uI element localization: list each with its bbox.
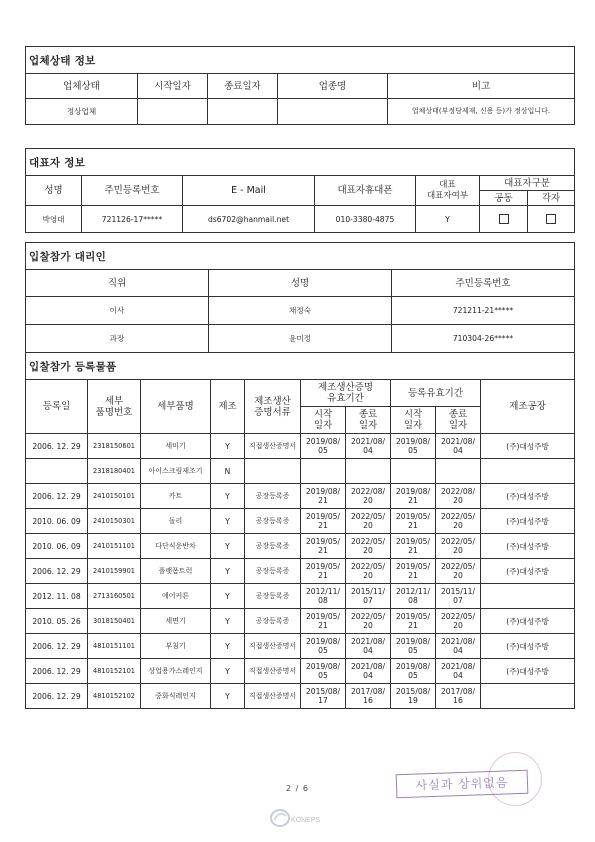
status-value: 정상업체: [26, 99, 138, 125]
header-cert-start: 시작 일자: [301, 407, 346, 434]
mfg-flag: N: [211, 459, 245, 484]
reg-end: 2021/08/04: [436, 634, 481, 659]
header-rep-id: 주민등록번호: [82, 176, 183, 206]
cert-end: 2022/05/20: [346, 509, 391, 534]
cert-end: 2021/08/04: [346, 659, 391, 684]
cert-start: 2019/05/21: [301, 559, 346, 584]
factory: (주)대성주방: [481, 534, 575, 559]
table-row: [26, 434, 575, 459]
item-code: 4810152102: [88, 684, 141, 709]
rep-email-value: ds6702@hanmail.net: [183, 206, 315, 233]
item-name: 아이스크림제조기: [141, 459, 211, 484]
item-code: 2410151101: [88, 534, 141, 559]
header-factory: 제조공장: [481, 380, 575, 434]
cert-start: 2019/05/21: [301, 609, 346, 634]
mfg-flag: Y: [211, 584, 245, 609]
item-name: 에어커튼: [141, 584, 211, 609]
factory: (주)대성주방: [481, 509, 575, 534]
reg-start: [391, 459, 436, 484]
factory: (주)대성주방: [481, 559, 575, 584]
proof-doc: 공장등록증: [245, 509, 301, 534]
item-name: 상업용가스레인지: [141, 659, 211, 684]
header-mfg: 제조: [211, 380, 245, 434]
header-doc: 제조생산 증명서류: [245, 380, 301, 434]
registered-items-table: [25, 352, 575, 709]
factory: (주)대성주방: [481, 659, 575, 684]
koneps-logo-icon: [268, 806, 328, 830]
cert-end: [346, 459, 391, 484]
reg-end: 2022/05/20: [436, 509, 481, 534]
reg-date: 2010. 05. 26: [26, 609, 88, 634]
reg-date: [26, 459, 88, 484]
cert-end: 2022/05/20: [346, 534, 391, 559]
header-start-date: 시작일자: [138, 74, 208, 99]
table-row: [26, 584, 575, 609]
each-checkbox-cell[interactable]: [528, 206, 575, 233]
items-body: [26, 434, 575, 709]
table-row: [26, 325, 575, 353]
factory: [481, 459, 575, 484]
reg-date: 2006. 12. 29: [26, 484, 88, 509]
cert-end: 2017/08/16: [346, 684, 391, 709]
reg-start: 2019/05/21: [391, 609, 436, 634]
mfg-flag: Y: [211, 534, 245, 559]
reg-date: 2010. 06. 09: [26, 534, 88, 559]
company-status-table: [25, 46, 575, 125]
proof-doc: 공장등록증: [245, 559, 301, 584]
item-code: 2713160501: [88, 584, 141, 609]
mfg-flag: Y: [211, 609, 245, 634]
mfg-flag: Y: [211, 434, 245, 459]
mfg-flag: Y: [211, 509, 245, 534]
koneps-logo-text: KONEPS: [291, 817, 321, 824]
header-agent-id: 주민등록번호: [392, 270, 575, 297]
reg-end: 2022/05/20: [436, 559, 481, 584]
proof-doc: 공장등록증: [245, 534, 301, 559]
header-cert-end: 종료 일자: [346, 407, 391, 434]
verification-stamp: 사실과 상위없음: [396, 770, 529, 799]
header-cert-period: 제조생산증명 유효기간: [301, 380, 391, 407]
rep-phone-value: 010-3380-4875: [315, 206, 416, 233]
reg-date: 2006. 12. 29: [26, 434, 88, 459]
header-reg-period: 등록유효기간: [391, 380, 481, 407]
table-row: [26, 509, 575, 534]
item-code: 2410150101: [88, 484, 141, 509]
factory: (주)대성주방: [481, 609, 575, 634]
reg-start: 2019/08/05: [391, 434, 436, 459]
header-remarks: 비고: [388, 74, 575, 99]
agent-table: [25, 242, 575, 353]
agent-id: 721211-21*****: [392, 297, 575, 325]
rep-id-value: 721126-17*****: [82, 206, 183, 233]
cert-end: 2021/08/04: [346, 434, 391, 459]
reg-end: 2021/08/04: [436, 434, 481, 459]
item-code: 4810152101: [88, 659, 141, 684]
mfg-flag: Y: [211, 559, 245, 584]
header-status: 업체상태: [26, 74, 138, 99]
header-reg-date: 등록일: [26, 380, 88, 434]
header-is-rep: 대표 대표자여부: [416, 176, 480, 206]
header-agent-position: 직위: [26, 270, 209, 297]
agent-position: 과장: [26, 325, 209, 353]
proof-doc: 공장등록증: [245, 609, 301, 634]
table-row: [26, 484, 575, 509]
rep-is-rep-value: Y: [416, 206, 480, 233]
reg-end: [436, 459, 481, 484]
table-row: [26, 634, 575, 659]
cert-start: 2019/05/21: [301, 509, 346, 534]
item-name: 중화식레인지: [141, 684, 211, 709]
reg-start: 2019/08/05: [391, 659, 436, 684]
mfg-flag: Y: [211, 684, 245, 709]
factory: (주)대성주방: [481, 634, 575, 659]
reg-end: 2015/11/07: [436, 584, 481, 609]
each-checkbox[interactable]: [546, 214, 556, 224]
cert-start: 2015/08/17: [301, 684, 346, 709]
item-name: 다단식운반차: [141, 534, 211, 559]
header-reg-start: 시작 일자: [391, 407, 436, 434]
reg-start: 2015/08/19: [391, 684, 436, 709]
table-row: [26, 459, 575, 484]
proof-doc: 직접생산증명서: [245, 434, 301, 459]
rep-name-value: 박영대: [26, 206, 82, 233]
reg-date: 2006. 12. 29: [26, 659, 88, 684]
reg-end: 2022/08/20: [436, 484, 481, 509]
header-item-code: 세부 품명번호: [88, 380, 141, 434]
cert-start: 2019/08/21: [301, 484, 346, 509]
table-row: [26, 297, 575, 325]
header-rep-each: 각자: [528, 191, 575, 206]
item-name: 돌리: [141, 509, 211, 534]
section-title-representative: 대표자 정보: [26, 149, 575, 176]
proof-doc: 공장등록증: [245, 584, 301, 609]
reg-start: 2019/05/21: [391, 509, 436, 534]
page-number: 2 / 6: [286, 784, 309, 793]
reg-date: 2006. 12. 29: [26, 559, 88, 584]
reg-start: 2019/08/21: [391, 484, 436, 509]
mfg-flag: Y: [211, 484, 245, 509]
start-date-value: [138, 99, 208, 125]
item-code: 3018150401: [88, 609, 141, 634]
cert-start: 2019/08/05: [301, 659, 346, 684]
reg-date: 2006. 12. 29: [26, 684, 88, 709]
item-name: 플랫폼트럭: [141, 559, 211, 584]
reg-date: 2010. 06. 09: [26, 509, 88, 534]
reg-date: 2006. 12. 29: [26, 634, 88, 659]
header-rep-phone: 대표자휴대폰: [315, 176, 416, 206]
mfg-flag: Y: [211, 659, 245, 684]
cert-end: 2022/05/20: [346, 559, 391, 584]
item-code: 4810151101: [88, 634, 141, 659]
reg-start: 2019/05/21: [391, 559, 436, 584]
header-reg-end: 종료 일자: [436, 407, 481, 434]
joint-checkbox-cell[interactable]: [480, 206, 528, 233]
cert-end: 2021/08/04: [346, 634, 391, 659]
item-code: 2410159901: [88, 559, 141, 584]
item-name: 세미기: [141, 434, 211, 459]
table-row: [26, 534, 575, 559]
reg-start: 2019/08/05: [391, 634, 436, 659]
table-row: [26, 684, 575, 709]
item-name: 부침기: [141, 634, 211, 659]
agent-name: 채정숙: [209, 297, 392, 325]
section-title-items: 입찰참가 등록물품: [26, 353, 575, 380]
cert-start: [301, 459, 346, 484]
proof-doc: 직접생산증명서: [245, 659, 301, 684]
cert-start: 2019/08/05: [301, 634, 346, 659]
item-code: 2318150601: [88, 434, 141, 459]
header-agent-name: 성명: [209, 270, 392, 297]
cert-start: 2019/05/21: [301, 534, 346, 559]
cert-end: 2022/05/20: [346, 609, 391, 634]
agent-position: 이사: [26, 297, 209, 325]
factory: [481, 684, 575, 709]
cert-end: 2022/08/20: [346, 484, 391, 509]
proof-doc: [245, 459, 301, 484]
reg-end: 2021/08/04: [436, 659, 481, 684]
table-row: [26, 559, 575, 584]
header-rep-email: E - Mail: [183, 176, 315, 206]
item-code: 2410150301: [88, 509, 141, 534]
joint-checkbox[interactable]: [499, 214, 509, 224]
mfg-flag: Y: [211, 634, 245, 659]
factory: (주)대성주방: [481, 484, 575, 509]
reg-date: 2012. 11. 08: [26, 584, 88, 609]
factory: [481, 584, 575, 609]
reg-end: 2017/08/16: [436, 684, 481, 709]
reg-end: 2022/05/20: [436, 609, 481, 634]
proof-doc: 직접생산증명서: [245, 684, 301, 709]
factory: (주)대성주방: [481, 434, 575, 459]
header-rep-type: 대표자구분: [480, 176, 575, 191]
header-industry: 업종명: [278, 74, 388, 99]
remarks-value: 업체상태(부정당제재, 신용 등)가 정상입니다.: [388, 99, 575, 125]
item-name: 카트: [141, 484, 211, 509]
proof-doc: 직접생산증명서: [245, 634, 301, 659]
section-title-status: 업체상태 정보: [26, 47, 575, 74]
header-item-name: 세부품명: [141, 380, 211, 434]
section-title-agent: 입찰참가 대리인: [26, 243, 575, 270]
proof-doc: 공장등록증: [245, 484, 301, 509]
end-date-value: [208, 99, 278, 125]
industry-value: [278, 99, 388, 125]
reg-end: 2022/05/20: [436, 534, 481, 559]
header-rep-name: 성명: [26, 176, 82, 206]
cert-start: 2019/08/05: [301, 434, 346, 459]
agent-id: 710304-26*****: [392, 325, 575, 353]
table-row: [26, 609, 575, 634]
item-name: 세면기: [141, 609, 211, 634]
cert-end: 2015/11/07: [346, 584, 391, 609]
reg-start: 2012/11/08: [391, 584, 436, 609]
agent-name: 윤미정: [209, 325, 392, 353]
table-row: [26, 659, 575, 684]
header-end-date: 종료일자: [208, 74, 278, 99]
representative-table: [25, 148, 575, 233]
reg-start: 2019/05/21: [391, 534, 436, 559]
item-code: 2318180401: [88, 459, 141, 484]
cert-start: 2012/11/08: [301, 584, 346, 609]
header-rep-joint: 공동: [480, 191, 528, 206]
